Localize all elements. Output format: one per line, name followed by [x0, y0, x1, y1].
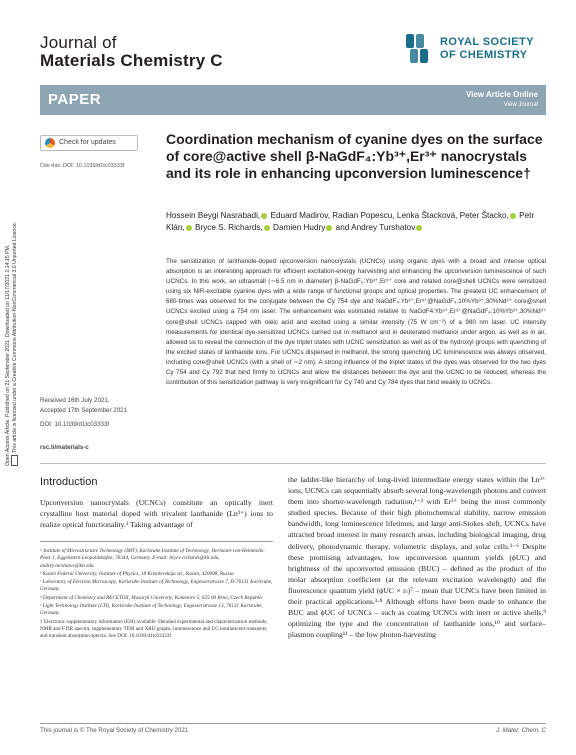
author[interactable]: Damien Hudry — [273, 223, 326, 232]
check-for-updates-button[interactable] — [40, 135, 138, 151]
view-journal-link[interactable]: View Journal — [503, 102, 538, 108]
rsc-emblem-icon — [402, 32, 434, 66]
author-conjunction: and — [335, 223, 350, 232]
licence-line1: Open Access Article. Published on 21 September 2021. Downloaded on 11/17/2021 2:14:15 PM. — [5, 244, 11, 466]
affiliation-a: ᵃ Institute of Microstructure Technology (IMT), Karlsruhe Institute of Technology, Hermann-von-Helmholtz-Platz 1, Eggenstein-Leopoldshafen, 76344, Germany. E-mail: bryce.richards@kit.edu, andrey.turshatov@kit.edu — [40, 548, 265, 569]
received-dates — [40, 396, 127, 415]
footer-journal: J. Mater. Chem. C — [496, 727, 546, 734]
affiliation-e: ᵉ Light Technology Institute (LTI), Karlsruhe Institute of Technology, Engesserstrasse 13, 76131 Karlsruhe, Germany — [40, 603, 263, 617]
author[interactable]: Bryce S. Richards, — [194, 223, 263, 232]
orcid-icon[interactable] — [261, 213, 267, 219]
affiliation-d: ᵈ Department of Chemistry and RECETOX, Masaryk University, Kamenice 5, 625 00 Brno, Czech Republic — [40, 594, 263, 601]
article-title: Coordination mechanism of cyanine dyes on the surface of core@active shell β-NaGdF₄:Yb³⁺,Er³⁺ nanocrystals and its role in enhancing upconversion luminescence† — [166, 131, 543, 181]
author[interactable]: Eduard Madirov, — [270, 211, 330, 220]
author[interactable]: Peter Štacko, — [459, 211, 509, 220]
journal-title-line2: Materials Chemistry C — [40, 51, 223, 70]
footnotes — [40, 548, 273, 642]
author[interactable]: Andrey Turshatov — [351, 223, 416, 232]
view-article-online-link[interactable]: View Article Online — [465, 90, 538, 99]
section-heading-introduction: Introduction — [40, 476, 98, 488]
cite-this: Cite this: DOI: 10.1039/d1tc03333f — [40, 163, 125, 169]
check-for-updates-label: Check for updates — [59, 139, 116, 146]
divider — [40, 463, 546, 464]
orcid-icon[interactable] — [510, 213, 516, 219]
orcid-icon[interactable] — [264, 225, 270, 231]
crossmark-icon — [45, 138, 55, 148]
received-date: Received 16th July 2021, — [40, 397, 110, 404]
affiliation-b: ᵇ Kazan Federal University, Institute of Physics, 18 Kremlevskaja str., Kazan, 420008, Russia — [40, 570, 234, 577]
rsc-logo — [402, 30, 552, 70]
footnote-rule — [40, 541, 273, 542]
licence-line2-text[interactable]: This article is licensed under a Creative Commons Attribution-NonCommercial 3.0 Unported Licence. — [12, 221, 19, 453]
accepted-date: Accepted 17th September 2021 — [40, 406, 128, 414]
author[interactable]: Lenka Štacková, — [396, 211, 458, 220]
doi: DOI: 10.1039/d1tc03333f — [40, 421, 110, 428]
esi-footnote: † Electronic supplementary information (ESI) available: Detailed experimental and characterization methods, NMR and FTIR spectra, supplementary TEM and XRD graphs, luminescence and UC luminescent transients, and transient absorption spectra. See DOI: 10.1039/d1tc03333f — [40, 618, 268, 640]
footer-copyright: This journal is © The Royal Society of Chemistry 2021 — [40, 727, 189, 734]
orcid-icon[interactable] — [186, 225, 192, 231]
footer-divider — [40, 723, 546, 724]
orcid-icon[interactable] — [326, 225, 332, 231]
cc-licence-icon[interactable] — [11, 455, 18, 466]
journal-title — [40, 34, 223, 70]
author[interactable]: Radian Popescu, — [332, 211, 395, 220]
intro-paragraph-left: Upconversion nanocrystals (UCNCs) constitute an optically inert crystalline host material doped with trivalent lanthanide (Ln³⁺) ions to realize optical functionality.¹ Taking advantage of — [40, 498, 273, 530]
orcid-icon[interactable] — [416, 225, 422, 231]
author[interactable]: Hossein Beygi Nasrabadi, — [166, 211, 261, 220]
author[interactable]: Petr Klán, — [166, 211, 535, 232]
publisher-line2: OF CHEMISTRY — [440, 48, 528, 61]
intro-paragraph-right: the ladder-like hierarchy of long-lived intermediate energy states within the Ln³⁺ ions, UCNCs can sequentially absorb several long-wavelength photons and convert them into shorter-wavelength radiation,¹⁻³ with Er³⁺ being the most commonly studied species. Because of their high photochemical stability, narrow emission bandwidth, long luminescence lifetimes, and large anti-Stokes shift, UCNCs have attracted broad interest in many research areas, including biological imaging, drug delivery, photodynamic therapy, volumetric displays, and solar cells.¹⁻⁶ Despite these promising advantages, low upconversion quantum yields (ϕUC) and brightness of the upconverted emission (BUC) – defined as the product of the molar absorption coefficient (at the relevant excitation wavelength) and the fluorescence quantum yield (ϕUC × εₗ)⁷ – mean that UCNCs have been limited in their practical applications.³·⁸ Although efforts have been made to enhance the BUC and ϕUC of UCNCs – such as coating UCNCs with inert or active shells,⁹ optimizing the type and the concentration of lanthanide ions,¹⁰ and surface–plasmon coupling¹¹ – the low photon-harvesting — [288, 475, 546, 640]
publisher-line1: ROYAL SOCIETY — [440, 36, 534, 48]
journal-link[interactable]: rsc.li/materials-c — [40, 444, 89, 451]
abstract: The sensitization of lanthanide-doped upconversion nanocrystals (UCNCs) using organic dyes with a broad and intense optical absorption is an interesting approach for efficient excitation-energy harvesting and enhancing the upconversion luminescence of such UCNCs. In this work, an ultrasmall (∼6.5 nm in diameter) β-NaGdF₄:Yb³⁺,Er³⁺ core and related core@shell UCNCs were sensitized using six NIR-excitable cyanine dyes with a wide range of functional groups and optical properties. The greatest UC enhancement of 680-times was observed for the conjugate between the Cy 754 dye and NaGdF₄:Yb³⁺,Er³⁺@NaGdF₄:10%Yb³⁺,30%Nd³⁺ core@shell UCNCs excited using a 754 nm laser. The enhancement was estimated relative to NaGdF4:Yb³⁺,Er³⁺@NaGdF₄:10%Yb³⁺,30%Nd³⁺ core@shell UCNCs capped with oleic acid and excited using a similar intensity (75 W cm⁻²) of a 980 nm laser. UC intensity measurements for identical dye-sensitized UCNCs carried out in methanol and in deuterated methanol under argon, as well as in air, allowed us to reveal the connection of the dye triplet states with UCNC sensitization as well as of the hydroxyl groups with quenching of the excited states of lanthanide ions. For UCNCs dispersed in methanol, the strong quenching UC luminescence was always observed, including core@shell UCNCs (with a shell of ∼2 nm). A strong influence of the triplet states of the dyes was observed for the two dyes Cy 754 and Cy 792 that bind firmly to UCNCs and allow the distances between the dye and the UCNC to be reduced, whereas the contribution of this sensitization pathway is very insignificant for Cy 740 and Cy 784 dyes that bind weakly to UCNCs. — [166, 258, 546, 387]
author-list — [166, 210, 546, 234]
licence-line2 — [11, 96, 18, 466]
licence-sidebar — [5, 96, 25, 466]
journal-title-line1: Journal of — [40, 33, 117, 52]
paper-label: PAPER — [48, 91, 102, 108]
affiliation-c: ᶜ Laboratory of Electron Microscopy, Karlsruhe Institute of Technology, Engesserstrasse 7, D-76131 Karlsruhe, Germany — [40, 579, 273, 593]
header-bar — [40, 85, 546, 115]
